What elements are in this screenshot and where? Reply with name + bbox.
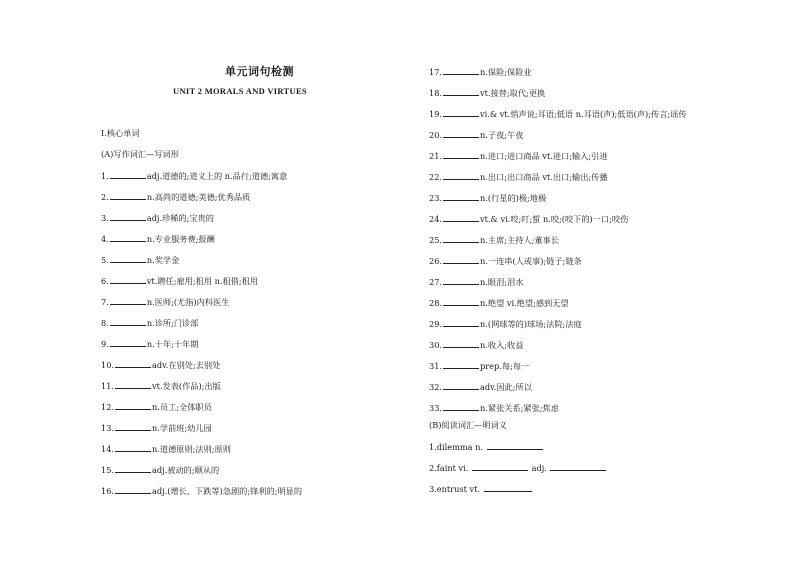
answer-blank[interactable] (443, 213, 479, 222)
item-number: 32. (429, 382, 443, 392)
vocab-item (429, 360, 529, 371)
item-number: 22. (429, 172, 443, 182)
item-number: 30. (429, 340, 443, 350)
item-number: 8. (101, 318, 109, 328)
item-definition: n.诊所;门诊部 (146, 318, 199, 328)
vocab-item (101, 422, 212, 433)
vocab-item (429, 213, 628, 224)
item-number: 14. (101, 444, 115, 454)
answer-blank[interactable] (443, 192, 479, 201)
answer-blank[interactable] (443, 150, 479, 159)
vocab-item (101, 359, 220, 370)
item-definition: n.高尚的道德;美德;优秀品质 (146, 192, 251, 202)
unit-subtitle: UNIT 2 MORALS AND VIRTUES (173, 86, 307, 96)
item-number: 26. (429, 256, 443, 266)
item-definition: n.收入;收益 (480, 340, 524, 350)
reading-item-mid: adj. (531, 463, 547, 473)
answer-blank[interactable] (110, 275, 146, 284)
answer-blank[interactable] (115, 443, 151, 452)
vocab-item (101, 443, 231, 454)
item-number: 31. (429, 361, 443, 371)
item-definition: n.眼泪;泪水 (480, 277, 524, 287)
item-definition: vt.聘任;雇用;租用 n.租借;租用 (146, 276, 258, 286)
reading-item-1 (429, 441, 544, 452)
vocab-item (429, 339, 523, 350)
answer-blank[interactable] (443, 297, 479, 306)
answer-blank[interactable] (110, 254, 146, 263)
item-definition: n.医师;(尤指)内科医生 (146, 297, 230, 307)
vocab-item (101, 254, 179, 265)
item-definition: adj.(增长、下跌等)急剧的;锋利的;明显的 (152, 486, 303, 496)
part-a-heading: (A)写作词汇—写词形 (101, 149, 179, 159)
item-number: 18. (429, 88, 443, 98)
item-definition: adj.被动的;顺从的 (152, 465, 220, 475)
answer-blank[interactable] (110, 233, 146, 242)
item-number: 17. (429, 67, 443, 77)
answer-blank[interactable] (443, 402, 479, 411)
item-definition: n.专业服务费;报酬 (146, 234, 215, 244)
vocab-item (429, 192, 546, 203)
vocab-item (429, 150, 608, 161)
item-definition: n.学前班;幼儿园 (152, 423, 212, 433)
item-definition: n.出口;出口商品 vt.出口;输出;传播 (480, 172, 608, 182)
item-number: 6. (101, 276, 109, 286)
vocab-item (101, 191, 250, 202)
page-title: 单元词句检测 (225, 65, 294, 78)
item-definition: adv.在别处;去别处 (152, 360, 221, 370)
item-definition: n.进口;进口商品 vt.进口;输入;引进 (480, 151, 608, 161)
item-definition: adv.因此;所以 (480, 382, 532, 392)
vocab-item (101, 233, 215, 244)
vocab-item (101, 275, 258, 286)
item-definition: adj.道德的;道义上的 n.品行;道德;寓意 (146, 171, 288, 181)
item-definition: n.道德原则;法则;原则 (152, 444, 231, 454)
answer-blank[interactable] (443, 87, 479, 96)
reading-item-3 (429, 483, 533, 494)
item-definition: n.紧张关系;紧张;焦虑 (480, 403, 559, 413)
item-definition: n.(行星的)极;地极 (480, 193, 547, 203)
answer-blank[interactable] (472, 462, 528, 471)
vocab-item (101, 296, 229, 307)
vocab-item (429, 276, 523, 287)
answer-blank[interactable] (484, 483, 532, 492)
item-number: 20. (429, 130, 443, 140)
item-definition: n.一连串(人或事);链子;链条 (480, 256, 582, 266)
answer-blank[interactable] (550, 462, 606, 471)
vocab-item (429, 318, 582, 329)
item-number: 4. (101, 234, 109, 244)
answer-blank[interactable] (443, 66, 479, 75)
part-b-heading: (B)阅读词汇—明词义 (429, 420, 507, 430)
item-definition: n.保险;保险业 (480, 67, 532, 77)
answer-blank[interactable] (443, 108, 479, 117)
answer-blank[interactable] (110, 317, 146, 326)
answer-blank[interactable] (443, 360, 479, 369)
answer-blank[interactable] (443, 318, 479, 327)
answer-blank[interactable] (487, 441, 543, 450)
answer-blank[interactable] (115, 401, 151, 410)
item-number: 1. (101, 171, 109, 181)
reading-item-prefix: 1.dilemma n. (429, 442, 484, 452)
item-definition: n.奖学金 (146, 255, 180, 265)
item-number: 29. (429, 319, 443, 329)
item-definition: n.主席;主持人;董事长 (480, 235, 559, 245)
answer-blank[interactable] (110, 296, 146, 305)
vocab-item (429, 108, 687, 119)
item-number: 12. (101, 402, 115, 412)
item-number: 13. (101, 423, 115, 433)
section-heading: Ⅰ.核心单词 (101, 128, 140, 138)
answer-blank[interactable] (110, 212, 146, 221)
vocab-item (429, 129, 523, 140)
answer-blank[interactable] (115, 464, 151, 473)
answer-blank[interactable] (110, 338, 146, 347)
vocab-item (101, 485, 302, 496)
vocab-item (429, 234, 559, 245)
answer-blank[interactable] (443, 339, 479, 348)
item-number: 9. (101, 339, 109, 349)
item-number: 15. (101, 465, 115, 475)
vocab-item (429, 87, 545, 98)
answer-blank[interactable] (443, 171, 479, 180)
reading-item-prefix: 2.faint vi. (429, 463, 469, 473)
answer-blank[interactable] (115, 422, 151, 431)
item-number: 16. (101, 486, 115, 496)
answer-blank[interactable] (443, 276, 479, 285)
answer-blank[interactable] (443, 255, 479, 264)
item-number: 33. (429, 403, 443, 413)
answer-blank[interactable] (115, 485, 151, 494)
vocab-item (429, 297, 569, 308)
item-definition: vi.& vt.悄声说;耳语;低语 n.耳语(声);低语(声);传言;谣传 (480, 109, 687, 119)
reading-item-2 (429, 462, 607, 473)
item-number: 25. (429, 235, 443, 245)
item-definition: adj.珍稀的;宝贵的 (146, 213, 214, 223)
item-number: 10. (101, 360, 115, 370)
answer-blank[interactable] (443, 129, 479, 138)
item-definition: vt.接替;取代;更换 (480, 88, 546, 98)
vocab-item (101, 338, 198, 349)
answer-blank[interactable] (443, 234, 479, 243)
vocab-item (101, 212, 214, 223)
vocab-item (429, 66, 532, 77)
vocab-item (429, 171, 608, 182)
item-definition: n.(网球等的)球场;法院;法庭 (480, 319, 582, 329)
item-number: 19. (429, 109, 443, 119)
vocab-item (101, 170, 287, 181)
item-definition: n.员工;全体职员 (152, 402, 212, 412)
item-number: 23. (429, 193, 443, 203)
vocab-item (101, 464, 219, 475)
vocab-item (101, 401, 212, 412)
vocab-item (429, 402, 559, 413)
item-definition: vt.发表(作品);出版 (152, 381, 221, 391)
item-number: 28. (429, 298, 443, 308)
item-definition: vt.& vi.咬;叮;蜇 n.咬;(咬下的)一口;咬伤 (480, 214, 629, 224)
item-number: 21. (429, 151, 443, 161)
answer-blank[interactable] (115, 359, 151, 368)
reading-item-prefix: 3.entrust vt. (429, 484, 481, 494)
item-number: 5. (101, 255, 109, 265)
item-definition: n.绝望 vi.绝望;感到无望 (480, 298, 569, 308)
item-number: 2. (101, 192, 109, 202)
vocab-item (429, 381, 532, 392)
answer-blank[interactable] (110, 170, 146, 179)
item-number: 11. (101, 381, 115, 391)
item-number: 3. (101, 213, 109, 223)
item-number: 27. (429, 277, 443, 287)
item-number: 24. (429, 214, 443, 224)
answer-blank[interactable] (110, 191, 146, 200)
vocab-item (429, 255, 582, 266)
item-definition: prep.每;每一 (480, 361, 530, 371)
item-definition: n.十年;十年期 (146, 339, 199, 349)
vocab-item (101, 317, 198, 328)
answer-blank[interactable] (443, 381, 479, 390)
answer-blank[interactable] (115, 380, 151, 389)
item-number: 7. (101, 297, 109, 307)
vocab-item (101, 380, 221, 391)
item-definition: n.子夜;午夜 (480, 130, 524, 140)
